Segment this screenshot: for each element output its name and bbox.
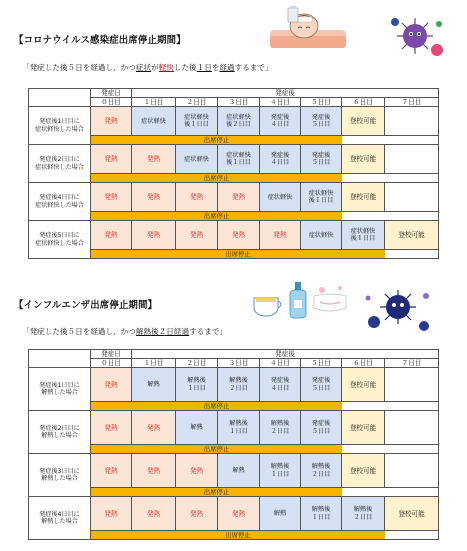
rule-text: が: [151, 63, 159, 72]
recovery-cell: 症状軽快: [301, 221, 342, 250]
fever-cell: 発熱: [176, 221, 218, 250]
day-header: ２日目: [176, 359, 218, 368]
school-ok-cell: 登校可能: [342, 183, 385, 212]
recovery-cell: 発症後 ５日目: [301, 107, 342, 136]
attendance-stop-bar: 出席停止: [91, 531, 385, 539]
fever-cell: 発熱: [91, 454, 132, 488]
stop-bar-row: [29, 445, 439, 454]
recovery-cell: 解熱: [218, 454, 260, 488]
fever-cell: 発熱: [218, 221, 260, 250]
table-row: [29, 454, 439, 488]
recovery-cell: 解熱後 １日目: [176, 368, 218, 402]
fever-cell: 発熱: [132, 497, 176, 531]
fever-cell: 発熱: [91, 107, 132, 136]
rule-highlight: 軽快: [158, 63, 174, 72]
header-onset: 発症日: [91, 350, 132, 359]
fever-cell: 発熱: [91, 411, 132, 445]
table-row: [29, 107, 439, 136]
recovery-cell: 症状軽快: [176, 145, 218, 174]
recovery-cell: 解熱: [176, 411, 218, 445]
day-header: ６日目: [342, 98, 385, 107]
stop-bar-row: [29, 488, 439, 497]
table-row: [29, 368, 439, 402]
stop-bar-row: [29, 250, 439, 259]
attendance-stop-bar: 出席停止: [91, 250, 385, 258]
day-header: ４日目: [260, 359, 301, 368]
attendance-stop-bar: 出席停止: [91, 402, 342, 410]
virus-cluster-icon: [385, 14, 447, 60]
rule-underlined: 解熱後２日経過: [135, 327, 190, 336]
fever-cell: 発熱: [132, 145, 176, 174]
flu-title: 【インフルエンザ出席停止期間】: [14, 300, 158, 311]
empty-cell: [385, 454, 439, 488]
stop-bar-row: [29, 531, 439, 540]
recovery-cell: 症状軽快 後１日目: [301, 183, 342, 212]
day-header: ３日目: [218, 98, 260, 107]
table-row: [29, 145, 439, 174]
attendance-stop-bar: 出席停止: [91, 136, 342, 144]
empty-cell: [385, 107, 439, 136]
rule-underlined: 症状: [135, 63, 152, 72]
recovery-cell: 発症後 ４日目: [260, 107, 301, 136]
fever-cell: 発熱: [91, 183, 132, 212]
tea-sanitizer-mask-icon: [250, 280, 350, 322]
rule-text: 「発症した後５日を経過し、かつ: [22, 327, 136, 336]
fever-cell: 発熱: [91, 145, 132, 174]
attendance-stop-bar: 出席停止: [91, 174, 342, 182]
row-label: 発症後2日目に 症状軽快した場合: [29, 145, 91, 183]
day-header-row: [29, 359, 439, 368]
day-header: ３日目: [218, 359, 260, 368]
fever-cell: 発熱: [176, 454, 218, 488]
rule-text: するまで」: [189, 327, 228, 336]
recovery-cell: 発症後 ５日目: [301, 411, 342, 445]
fever-cell: 発熱: [91, 368, 132, 402]
day-header: ５日目: [301, 359, 342, 368]
day-header: ５日目: [301, 98, 342, 107]
table-row: [29, 497, 439, 531]
day-header: １日目: [132, 359, 176, 368]
day-header: ４日目: [260, 98, 301, 107]
day-header-row: [29, 98, 439, 107]
school-ok-cell: 登校可能: [385, 497, 439, 531]
recovery-cell: 解熱: [260, 497, 301, 531]
day-header: ２日目: [176, 98, 218, 107]
empty-cell: [385, 411, 439, 445]
recovery-cell: 解熱: [132, 368, 176, 402]
header-after-onset: 発症後: [132, 350, 439, 359]
row-label: 発症後1日目に 症状軽快した場合: [29, 107, 91, 145]
fever-cell: 発熱: [176, 497, 218, 531]
stop-bar-row: [29, 136, 439, 145]
attendance-stop-bar: 出席停止: [91, 212, 342, 220]
school-ok-cell: 登校可能: [342, 107, 385, 136]
fever-cell: 発熱: [91, 497, 132, 531]
row-label: 発症後3日目に 解熱した場合: [29, 454, 91, 497]
empty-cell: [385, 368, 439, 402]
stop-bar-cell: [91, 250, 439, 259]
rule-text: した後: [173, 63, 197, 72]
row-label: 発症後4日目に 症状軽快した場合: [29, 183, 91, 221]
stop-bar-cell: [91, 445, 439, 454]
recovery-cell: 解熱後 ２日目: [218, 368, 260, 402]
flu-schedule-table: [28, 349, 439, 540]
flu-rows: [29, 368, 439, 540]
school-ok-cell: 登校可能: [342, 411, 385, 445]
fever-cell: 発熱: [176, 183, 218, 212]
day-header: ６日目: [342, 359, 385, 368]
covid-schedule-table: [28, 88, 439, 259]
school-ok-cell: 登校可能: [385, 221, 439, 250]
covid-title: 【コロナウイルス感染症出席停止期間】: [14, 35, 186, 46]
covid-rows: [29, 107, 439, 259]
fever-cell: 発熱: [218, 497, 260, 531]
recovery-cell: 解熱後 １日目: [260, 454, 301, 488]
recovery-cell: 発症後 ４日目: [260, 145, 301, 174]
stop-bar-row: [29, 174, 439, 183]
day-header: ７日目: [385, 98, 439, 107]
recovery-cell: 発症後 ５日目: [301, 368, 342, 402]
fever-cell: 発熱: [91, 221, 132, 250]
empty-cell: [385, 145, 439, 174]
row-label: 発症後5日目に 症状軽快した場合: [29, 221, 91, 259]
rule-text: を: [211, 63, 220, 72]
fever-cell: 発熱: [132, 221, 176, 250]
flu-rule: [22, 326, 227, 337]
recovery-cell: 症状軽快 後１日目: [176, 107, 218, 136]
row-label: 発症後4日目に 解熱した場合: [29, 497, 91, 540]
corner-cell: [29, 89, 91, 107]
recovery-cell: 症状軽快 後１日目: [218, 145, 260, 174]
covid-rule: [22, 62, 273, 73]
empty-cell: [385, 183, 439, 212]
fever-cell: 発熱: [132, 411, 176, 445]
stop-bar-row: [29, 212, 439, 221]
school-ok-cell: 登校可能: [342, 454, 385, 488]
recovery-cell: 発症後 ４日目: [260, 368, 301, 402]
recovery-cell: 解熱後 ２日目: [301, 454, 342, 488]
recovery-cell: 解熱後 １日目: [301, 497, 342, 531]
day-header: ７日目: [385, 359, 439, 368]
header-after-onset: 発症後: [132, 89, 439, 98]
day-header: ０日目: [91, 359, 132, 368]
row-label: 発症後1日目に 解熱した場合: [29, 368, 91, 411]
stop-bar-cell: [91, 174, 439, 183]
table-row: [29, 183, 439, 212]
recovery-cell: 症状軽快: [132, 107, 176, 136]
stop-bar-cell: [91, 212, 439, 221]
virus-cluster-icon: [360, 284, 438, 334]
attendance-stop-bar: 出席停止: [91, 488, 342, 496]
sick-person-in-bed-icon: [268, 6, 348, 50]
recovery-cell: 症状軽快 後１日目: [342, 221, 385, 250]
attendance-stop-bar: 出席停止: [91, 445, 342, 453]
fever-cell: 発熱: [132, 183, 176, 212]
table-row: [29, 221, 439, 250]
school-ok-cell: 登校可能: [342, 145, 385, 174]
table-row: [29, 411, 439, 445]
corner-cell: [29, 350, 91, 368]
stop-bar-row: [29, 402, 439, 411]
rule-text: 「発症した後５日を経過し、かつ: [22, 63, 136, 72]
recovery-cell: 発症後 ５日目: [301, 145, 342, 174]
recovery-cell: 症状軽快 後２日目: [218, 107, 260, 136]
recovery-cell: 解熱後 １日目: [218, 411, 260, 445]
row-label: 発症後2日目に 解熱した場合: [29, 411, 91, 454]
recovery-cell: 解熱後 ２日目: [342, 497, 385, 531]
header-onset: 発症日: [91, 89, 132, 98]
rule-underlined: １日: [196, 63, 212, 72]
stop-bar-cell: [91, 531, 439, 540]
day-header: ０日目: [91, 98, 132, 107]
stop-bar-cell: [91, 402, 439, 411]
school-ok-cell: 登校可能: [342, 368, 385, 402]
stop-bar-cell: [91, 136, 439, 145]
rule-text: するまで」: [234, 63, 273, 72]
recovery-cell: 症状軽快: [260, 183, 301, 212]
fever-cell: 発熱: [260, 221, 301, 250]
recovery-cell: 解熱後 ２日目: [260, 411, 301, 445]
fever-cell: 発熱: [218, 183, 260, 212]
rule-underlined: 経過: [219, 63, 235, 72]
stop-bar-cell: [91, 488, 439, 497]
day-header: １日目: [132, 98, 176, 107]
fever-cell: 発熱: [132, 454, 176, 488]
